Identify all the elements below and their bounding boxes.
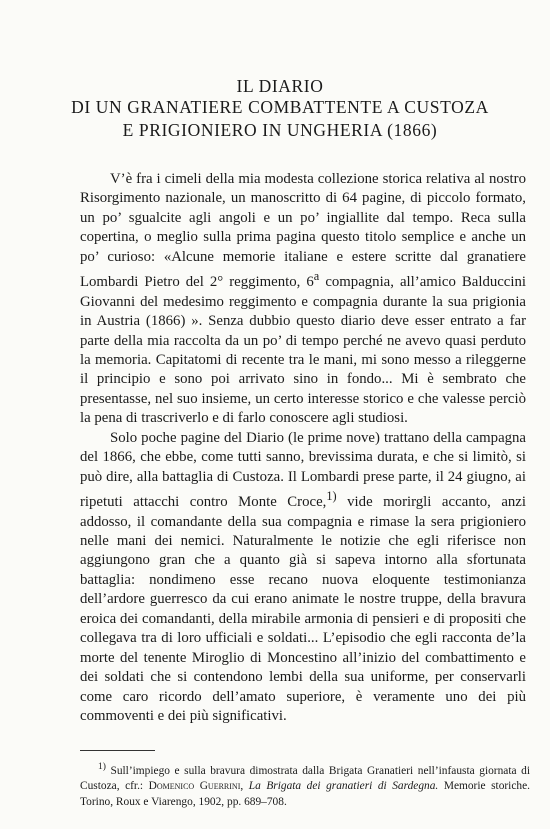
paragraph-2-text-b: vide morirgli accanto, anzi addosso, il comandante della sua compagnia e rimase la sera prigioniero nelle mani dei nemici. Naturalmente le notizie che egli riferisce non aggiungono gran che a quanto già si sapeva intorno alla sfortunata battaglia: nondimeno esse recano nuova eloquente testimonianza dell’ardore guerresco da cui erano animate le nostre truppe, della bravura eroica dei comandanti, della mirabile armonia di pensieri e di propositi che collegava tra di loro ufficiali e soldati... L’episodio che egli racconta de’la morte del tenente Miroglio di Moncestino all’inizio del combattimento e dei soldati che si contendono lembi della sua uniforme, per conservarli come caro ricordo dell’amato superiore, è veramente uno dei più commoventi e dei più significativi. bbox=[80, 494, 526, 725]
superscript-a: a bbox=[313, 269, 320, 284]
title-line-2: DI UN GRANATIERE COMBATTENTE A CUSTOZA bbox=[71, 97, 489, 117]
title-line-3: E PRIGIONIERO IN UNGHERIA (1866) bbox=[122, 120, 438, 140]
title-line-1: IL DIARIO bbox=[236, 76, 324, 96]
footnote-text-b: , bbox=[240, 780, 249, 793]
footnote-reference[interactable]: 1) bbox=[326, 489, 337, 504]
footnote-mark: 1) bbox=[98, 762, 106, 772]
footnote-text-c: Memorie storiche. Torino, Roux e Viarengo, 1902, pp. 689–708. bbox=[80, 780, 531, 808]
footnote-author: Domenico Guerrini bbox=[148, 780, 241, 793]
paragraph-1 bbox=[80, 170, 526, 429]
paragraph-1-text-b: compagnia, all’amico Balduccini Giovanni del medesimo reggimento e compagnia durante la sua prigionia in Austria (1866) ». Senza dubbio questo diario deve esser entrato a far parte della mia raccolta da un po’ di tempo perché ne avevo quasi perduto la memoria. Capitatomi di recente tra le mani, mi sono messo a rileggerne il principio e sono poi arrivato sino in fondo... Mi è sembrato che presentasse, nel suo insieme, un certo interesse storico e che valesse perciò la pena di trascriverlo e di farlo conoscere agli studiosi. bbox=[80, 274, 526, 427]
footnote-work-title: La Brigata dei granatieri di Sardegna. bbox=[248, 780, 439, 793]
paragraph-1-text-a: V’è fra i cimeli della mia modesta collezione storica relativa al nostro Risorgimento nazionale, un manoscritto di 64 pagine, di piccolo formato, un po’ sgualcite agli angoli e un po’ ingiallite dal tempo. Reca sulla copertina, o meglio sulla prima pagina questo titolo semplice e anche un po’ curioso: «Alcune memorie italiane e estere scritte dal granatiere Lombardi Pietro del 2° reggimento, 6 bbox=[80, 171, 526, 291]
footnote bbox=[80, 760, 530, 811]
footnote-divider bbox=[80, 750, 155, 751]
paragraph-2-text-a: Solo poche pagine del Diario (le prime nove) trattano della campagna del 1866, che ebbe, come tutti sanno, brevissima durata, e che si limitò, si può dire, alla battaglia di Custoza. Il Lombardi prese parte, il 24 giugno, ai ripetuti attacchi contro Monte Croce, bbox=[80, 429, 526, 511]
paragraph-2 bbox=[80, 429, 526, 727]
footnote-text-a: Sull’impiego e sulla bravura dimostrata dalla Brigata Granatieri nell’infausta giornata di Custoza, cfr.: bbox=[80, 764, 530, 793]
article-body bbox=[80, 170, 526, 727]
